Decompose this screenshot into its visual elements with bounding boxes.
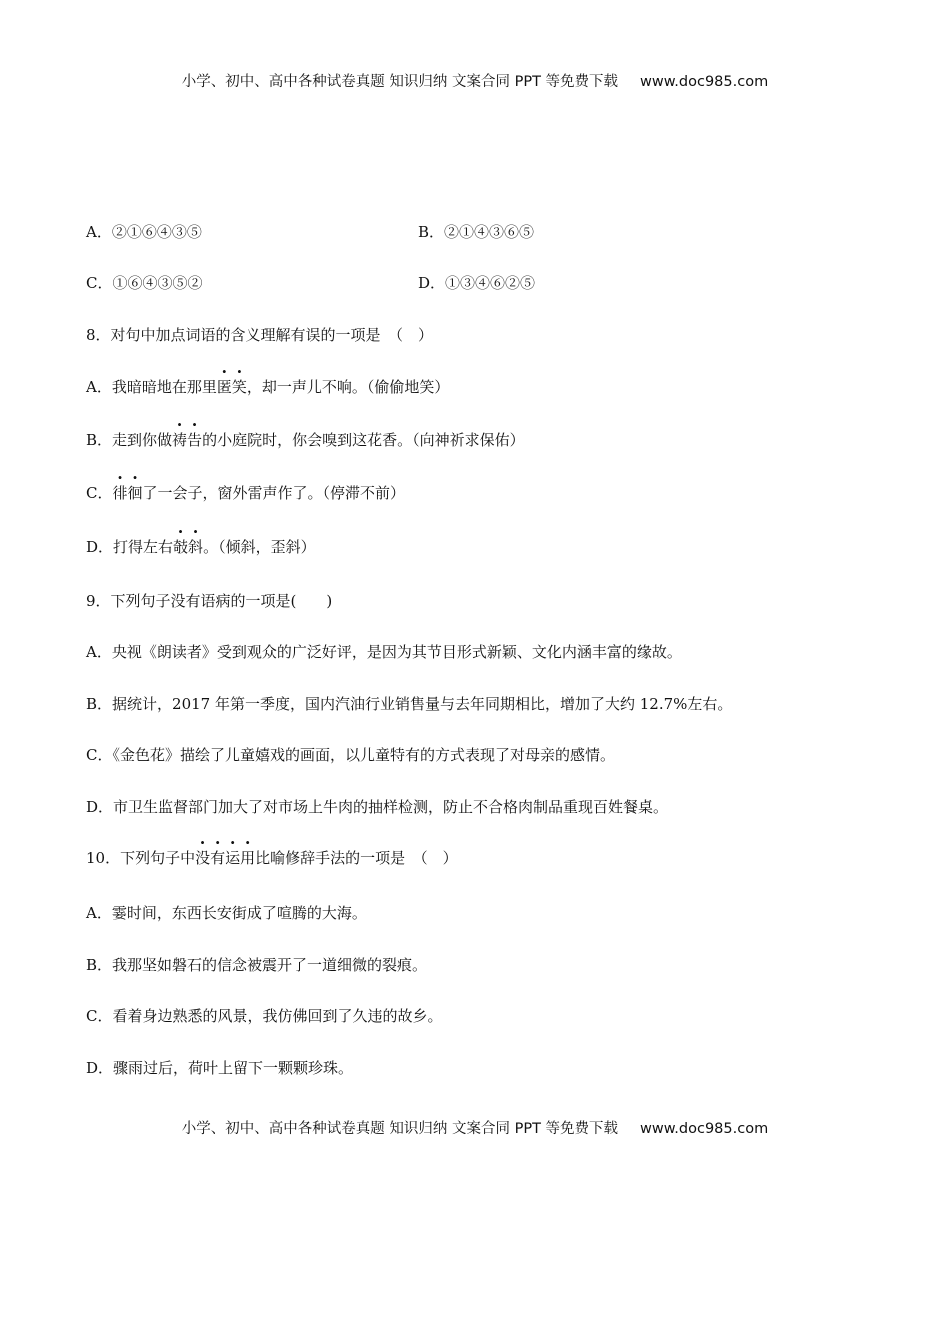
q8-d-text: D．打得左右 <box>86 538 174 556</box>
q8-option-b <box>86 430 525 450</box>
q7-option-c: C．①⑥④③⑤② <box>86 274 203 292</box>
q10-option-b: B．我那坚如磐石的信念被震开了一道细微的裂痕。 <box>86 956 428 974</box>
q8-stem: 8．对句中加点词语的含义理解有误的一项是 （ ） <box>86 326 434 344</box>
q8-c-text-end: 了一会子，窗外雷声作了。（停滞不前） <box>142 484 406 502</box>
q9-option-b: B．据统计，2017 年第一季度，国内汽油行业销售量与去年同期相比，增加了大约 12.7%左右。 <box>86 695 733 713</box>
page-footer <box>0 1117 950 1138</box>
q10-stem-text: 10．下列句子中 <box>86 849 196 867</box>
dotted-char: 徊 <box>127 484 143 502</box>
q8-b-text: B．走到你做 <box>86 431 173 449</box>
q8-option-a <box>86 377 449 397</box>
q8-a-text: A．我暗暗地在那里 <box>86 378 217 396</box>
q8-option-d <box>86 537 316 557</box>
header-site-link[interactable]: www.doc985.com <box>640 74 769 90</box>
dotted-char: 告 <box>187 431 203 449</box>
q8-c-text: C． <box>86 484 113 502</box>
q10-option-d: D．骤雨过后，荷叶上留下一颗颗珍珠。 <box>86 1059 354 1077</box>
q10-option-a: A．霎时间，东西长安街成了喧腾的大海。 <box>86 904 367 922</box>
dotted-char: 徘 <box>112 484 128 502</box>
q9-stem: 9．下列句子没有语病的一项是( ) <box>86 592 333 610</box>
dotted-char: 有 <box>210 849 226 867</box>
q7-option-a: A．②①⑥④③⑤ <box>86 223 202 241</box>
dotted-char: 没 <box>195 849 211 867</box>
dotted-char: 匿 <box>216 378 232 396</box>
dotted-char: 祷 <box>172 431 188 449</box>
dotted-char: 运 <box>225 849 241 867</box>
dotted-char: 笑 <box>231 378 247 396</box>
q10-stem <box>86 848 458 868</box>
q8-d-text-end: 。（倾斜，歪斜） <box>203 538 316 556</box>
dotted-char: 斜 <box>188 538 204 556</box>
dotted-char: 用 <box>240 849 256 867</box>
q8-b-text-end: 的小庭院时，你会嗅到这花香。（向神祈求保佑） <box>202 431 525 449</box>
q8-a-text-end: ，却一声儿不响。（偷偷地笑） <box>246 378 450 396</box>
page-header <box>0 70 950 91</box>
q8-option-c <box>86 483 405 503</box>
q10-stem-text-end: 比喻修辞手法的一项是 （ ） <box>255 849 458 867</box>
q7-option-b: B．②①④③⑥⑤ <box>418 223 535 241</box>
dotted-char: 攲 <box>173 538 189 556</box>
q7-option-d: D．①③④⑥②⑤ <box>418 274 536 292</box>
q10-option-c: C．看着身边熟悉的风景，我仿佛回到了久违的故乡。 <box>86 1007 443 1025</box>
footer-text: 小学、初中、高中各种试卷真题 知识归纳 文案合同 PPT 等免费下载 <box>181 1121 619 1137</box>
q9-option-c: C．《金色花》描绘了儿童嬉戏的画面，以儿童特有的方式表现了对母亲的感情。 <box>86 746 615 764</box>
header-text: 小学、初中、高中各种试卷真题 知识归纳 文案合同 PPT 等免费下载 <box>181 74 619 90</box>
q9-option-d: D．市卫生监督部门加大了对市场上牛肉的抽样检测，防止不合格肉制品重现百姓餐桌。 <box>86 798 669 816</box>
q9-option-a: A．央视《朗读者》受到观众的广泛好评，是因为其节目形式新颖、文化内涵丰富的缘故。 <box>86 643 682 661</box>
footer-site-link[interactable]: www.doc985.com <box>640 1121 769 1137</box>
